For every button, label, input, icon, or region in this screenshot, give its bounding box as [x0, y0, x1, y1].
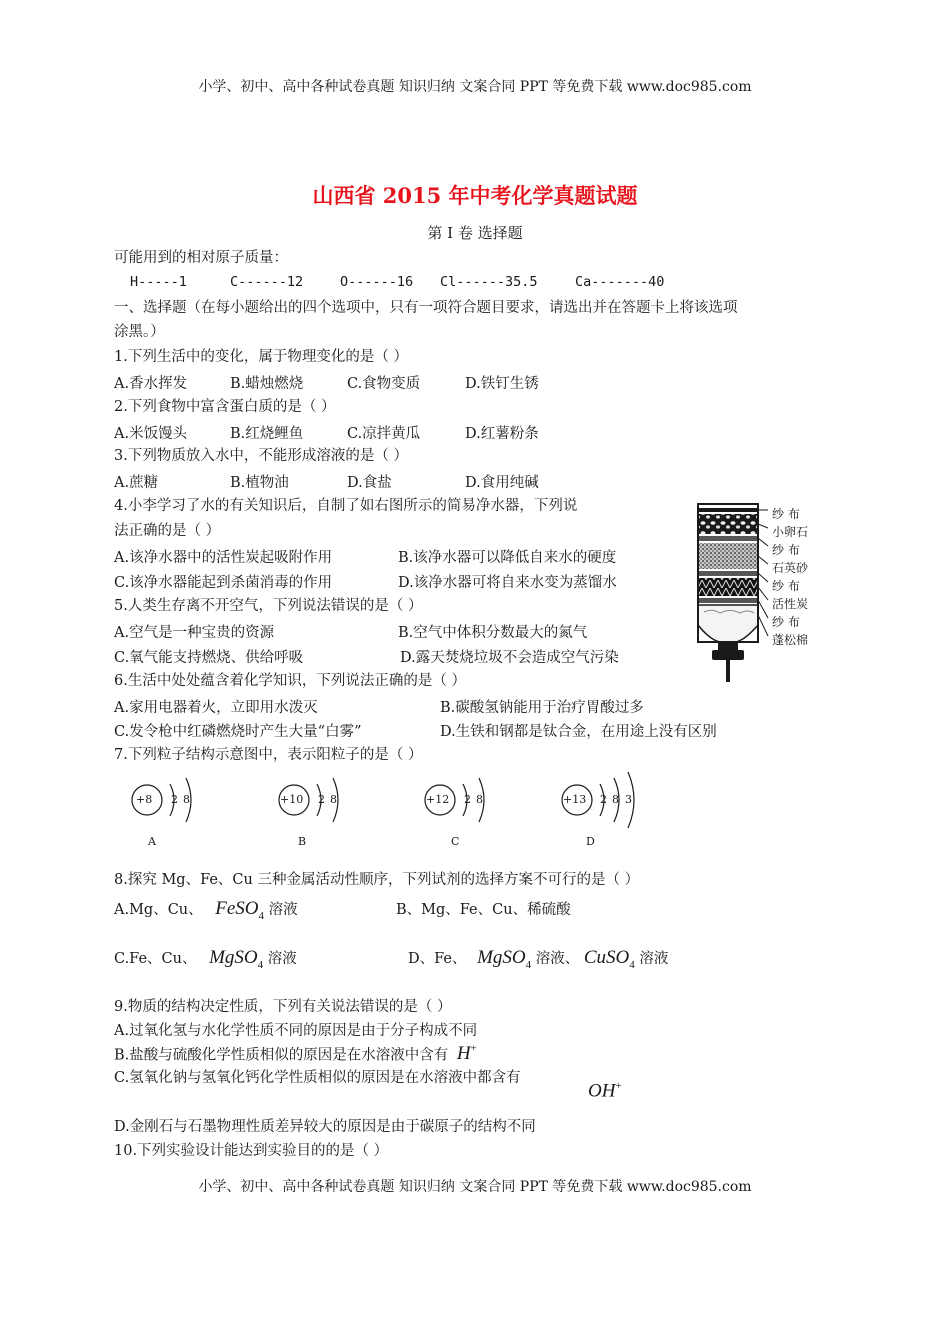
q1-option-a: A.香水挥发 — [114, 376, 188, 392]
q8-formula-mgso4-c-base: MgSO — [209, 947, 258, 968]
q8-option-c-suffix: 溶液 — [267, 951, 297, 967]
atom-a-shell-2-count: 8 — [183, 793, 190, 806]
filter-label-cotton: 蓬松棉 — [772, 633, 809, 647]
q4-stem-line-1: 4.小李学习了水的有关知识后，自制了如右图所示的简易净水器，下列说 — [114, 498, 578, 514]
atomic-mass-o: O------16 — [340, 274, 414, 290]
q6-option-d: D.生铁和钢都是钛合金，在用途上没有区别 — [440, 724, 717, 740]
atom-a-shell-1-count: 2 — [171, 793, 178, 806]
q2-option-a: A.米饭馒头 — [114, 426, 188, 442]
q2-option-b: B.红烧鲤鱼 — [230, 426, 304, 442]
atom-diagrams — [120, 770, 680, 828]
atom-c-label: C — [451, 835, 460, 848]
filter-label-gauze-3: 纱 布 — [772, 579, 800, 593]
atom-b-label: B — [298, 835, 307, 848]
q8-formula-feso4-sub: 4 — [258, 909, 265, 922]
q9-option-b-text: B.盐酸与硫酸化学性质相似的原因是在水溶液中含有 — [114, 1047, 449, 1064]
q5-option-d: D.露天焚烧垃圾不会造成空气污染 — [400, 650, 619, 666]
q1-option-d: D.铁钉生锈 — [465, 376, 539, 392]
atom-d-shell-2-count: 8 — [612, 793, 619, 806]
q10-stem: 10.下列实验设计能达到实验目的的是（ ） — [114, 1143, 389, 1159]
q1-option-b: B.蜡烛燃烧 — [230, 376, 304, 392]
atom-d-shell-1-count: 2 — [600, 793, 607, 806]
q8-formula-mgso4-d — [477, 947, 532, 971]
q8-option-a-prefix: A.Mg、Cu、 — [114, 902, 203, 918]
atom-b-charge: +10 — [280, 793, 304, 806]
q8-formula-mgso4-d-sub: 4 — [525, 958, 532, 971]
atomic-mass-label: 可能用到的相对原子质量： — [114, 250, 288, 266]
atom-d-shell-3-count: 3 — [625, 793, 632, 806]
page-title: 山西省 2015 年中考化学真题试题 — [312, 183, 638, 208]
q8-formula-cuso4 — [583, 947, 635, 971]
atom-b-shell-1-count: 2 — [318, 793, 325, 806]
q3-option-c: D.食盐 — [347, 475, 392, 491]
q9-ion-h — [457, 1043, 477, 1064]
q8-formula-mgso4-d-base: MgSO — [477, 947, 526, 968]
q6-stem: 6.生活中处处蕴含着化学知识，下列说法正确的是（ ） — [114, 673, 466, 689]
q3-option-d: D.食用纯碱 — [465, 475, 539, 491]
page-footer: 小学、初中、高中各种试卷真题 知识归纳 文案合同 PPT 等免费下载 www.doc985.com — [198, 1179, 752, 1195]
atom-d-charge: +13 — [563, 793, 587, 806]
q5-option-c: C.氧气能支持燃烧、供给呼吸 — [114, 650, 304, 666]
atomic-mass-cl: Cl------35.5 — [440, 274, 538, 290]
atomic-mass-ca: Ca-------40 — [575, 274, 665, 290]
q8-formula-feso4-base: FeSO — [215, 898, 259, 919]
instructions-line-1: 一、选择题（在每小题给出的四个选项中，只有一项符合题目要求，请选出并在答题卡上将该选项 — [114, 300, 738, 316]
filter-label-activated-carbon: 活性炭 — [772, 597, 809, 611]
atom-c-charge: +12 — [426, 793, 450, 806]
q6-option-a: A.家用电器着火，立即用水泼灭 — [114, 700, 318, 716]
page-header: 小学、初中、高中各种试卷真题 知识归纳 文案合同 PPT 等免费下载 www.doc985.com — [198, 79, 752, 95]
q4-option-d: D.该净水器可将自来水变为蒸馏水 — [398, 575, 617, 591]
water-filter-diagram — [690, 500, 840, 690]
q9-option-b — [114, 1043, 477, 1065]
q8-option-d-prefix: D、Fe、 — [408, 951, 467, 967]
q4-option-c: C.该净水器能起到杀菌消毒的作用 — [114, 575, 333, 591]
atom-b-shell-2-count: 8 — [330, 793, 337, 806]
q8-formula-mgso4-c-sub: 4 — [257, 958, 264, 971]
q9-stem: 9.物质的结构决定性质，下列有关说法错误的是（ ） — [114, 999, 452, 1015]
q8-option-c-prefix: C.Fe、Cu、 — [114, 951, 197, 967]
q8-formula-cuso4-base: CuSO — [583, 947, 630, 968]
q6-option-c: C.发令枪中红磷燃烧时产生大量“白雾” — [114, 724, 362, 740]
q3-option-a: A.蔗糖 — [114, 475, 159, 491]
q1-option-c: C.食物变质 — [347, 376, 421, 392]
q8-formula-cuso4-sub: 4 — [629, 958, 635, 971]
filter-label-gauze-1: 纱 布 — [772, 507, 800, 521]
atom-a-charge: +8 — [136, 793, 153, 806]
q8-formula-feso4 — [215, 898, 265, 922]
filter-label-quartz-sand: 石英砂 — [772, 561, 809, 575]
atom-a-label: A — [148, 835, 156, 848]
q4-option-a: A.该净水器中的活性炭起吸附作用 — [114, 550, 333, 566]
q3-option-b: B.植物油 — [230, 475, 289, 491]
q3-stem: 3.下列物质放入水中，不能形成溶液的是（ ） — [114, 448, 408, 464]
q9-ion-h-base: H — [456, 1043, 471, 1065]
atom-c-shell-1-count: 2 — [464, 793, 471, 806]
q8-option-a-suffix: 溶液 — [268, 902, 298, 918]
section-title: 第 I 卷 选择题 — [427, 224, 523, 242]
q9-option-d: D.金刚石与石墨物理性质差异较大的原因是由于碳原子的结构不同 — [114, 1119, 536, 1135]
atomic-mass-c: C------12 — [230, 274, 304, 290]
q5-stem: 5.人类生存离不开空气，下列说法错误的是（ ） — [114, 598, 423, 614]
q8-stem: 8.探究 Mg、Fe、Cu 三种金属活动性顺序，下列试剂的选择方案不可行的是（ ） — [114, 872, 640, 888]
filter-label-gauze-2: 纱 布 — [772, 543, 800, 557]
q5-option-b: B.空气中体积分数最大的氮气 — [398, 625, 588, 641]
q4-stem-line-2: 法正确的是（ ） — [114, 523, 221, 539]
q7-stem: 7.下列粒子结构示意图中，表示阳粒子的是（ ） — [114, 747, 423, 763]
q2-option-c: C.凉拌黄瓜 — [347, 426, 421, 442]
instructions-line-2: 涂黑。） — [114, 324, 165, 340]
atom-c-shell-2-count: 8 — [476, 793, 483, 806]
q1-stem: 1.下列生活中的变化，属于物理变化的是（ ） — [114, 349, 408, 365]
filter-label-gauze-4: 纱 布 — [772, 615, 800, 629]
q9-ion-oh — [588, 1080, 622, 1102]
q8-option-b: B、Mg、Fe、Cu、稀硫酸 — [396, 902, 571, 918]
q4-option-b: B.该净水器可以降低自来水的硬度 — [398, 550, 617, 566]
q9-option-a: A.过氧化氢与水化学性质不同的原因是由于分子构成不同 — [114, 1023, 478, 1039]
q6-option-b: B.碳酸氢钠能用于治疗胃酸过多 — [440, 700, 644, 716]
q8-formula-mgso4-c — [209, 947, 264, 971]
atom-d-label: D — [586, 835, 595, 848]
q9-ion-oh-charge: + — [615, 1080, 622, 1092]
atomic-mass-h: H-----1 — [130, 274, 187, 290]
filter-label-pebbles: 小卵石 — [772, 525, 809, 539]
q2-option-d: D.红薯粉条 — [465, 426, 539, 442]
q5-option-a: A.空气是一种宝贵的资源 — [114, 625, 275, 641]
q8-option-a — [114, 898, 298, 922]
q8-option-d — [408, 947, 668, 971]
q9-ion-oh-base: OH — [588, 1080, 616, 1102]
q2-stem: 2.下列食物中富含蛋白质的是（ ） — [114, 399, 336, 415]
q9-option-c: C.氢氧化钠与氢氧化钙化学性质相似的原因是在水溶液中都含有 — [114, 1070, 521, 1086]
q8-option-d-suffix: 溶液 — [639, 951, 669, 967]
q8-option-c — [114, 947, 297, 971]
q9-ion-h-charge: + — [470, 1043, 477, 1055]
q8-option-d-mid: 溶液、 — [535, 951, 580, 967]
